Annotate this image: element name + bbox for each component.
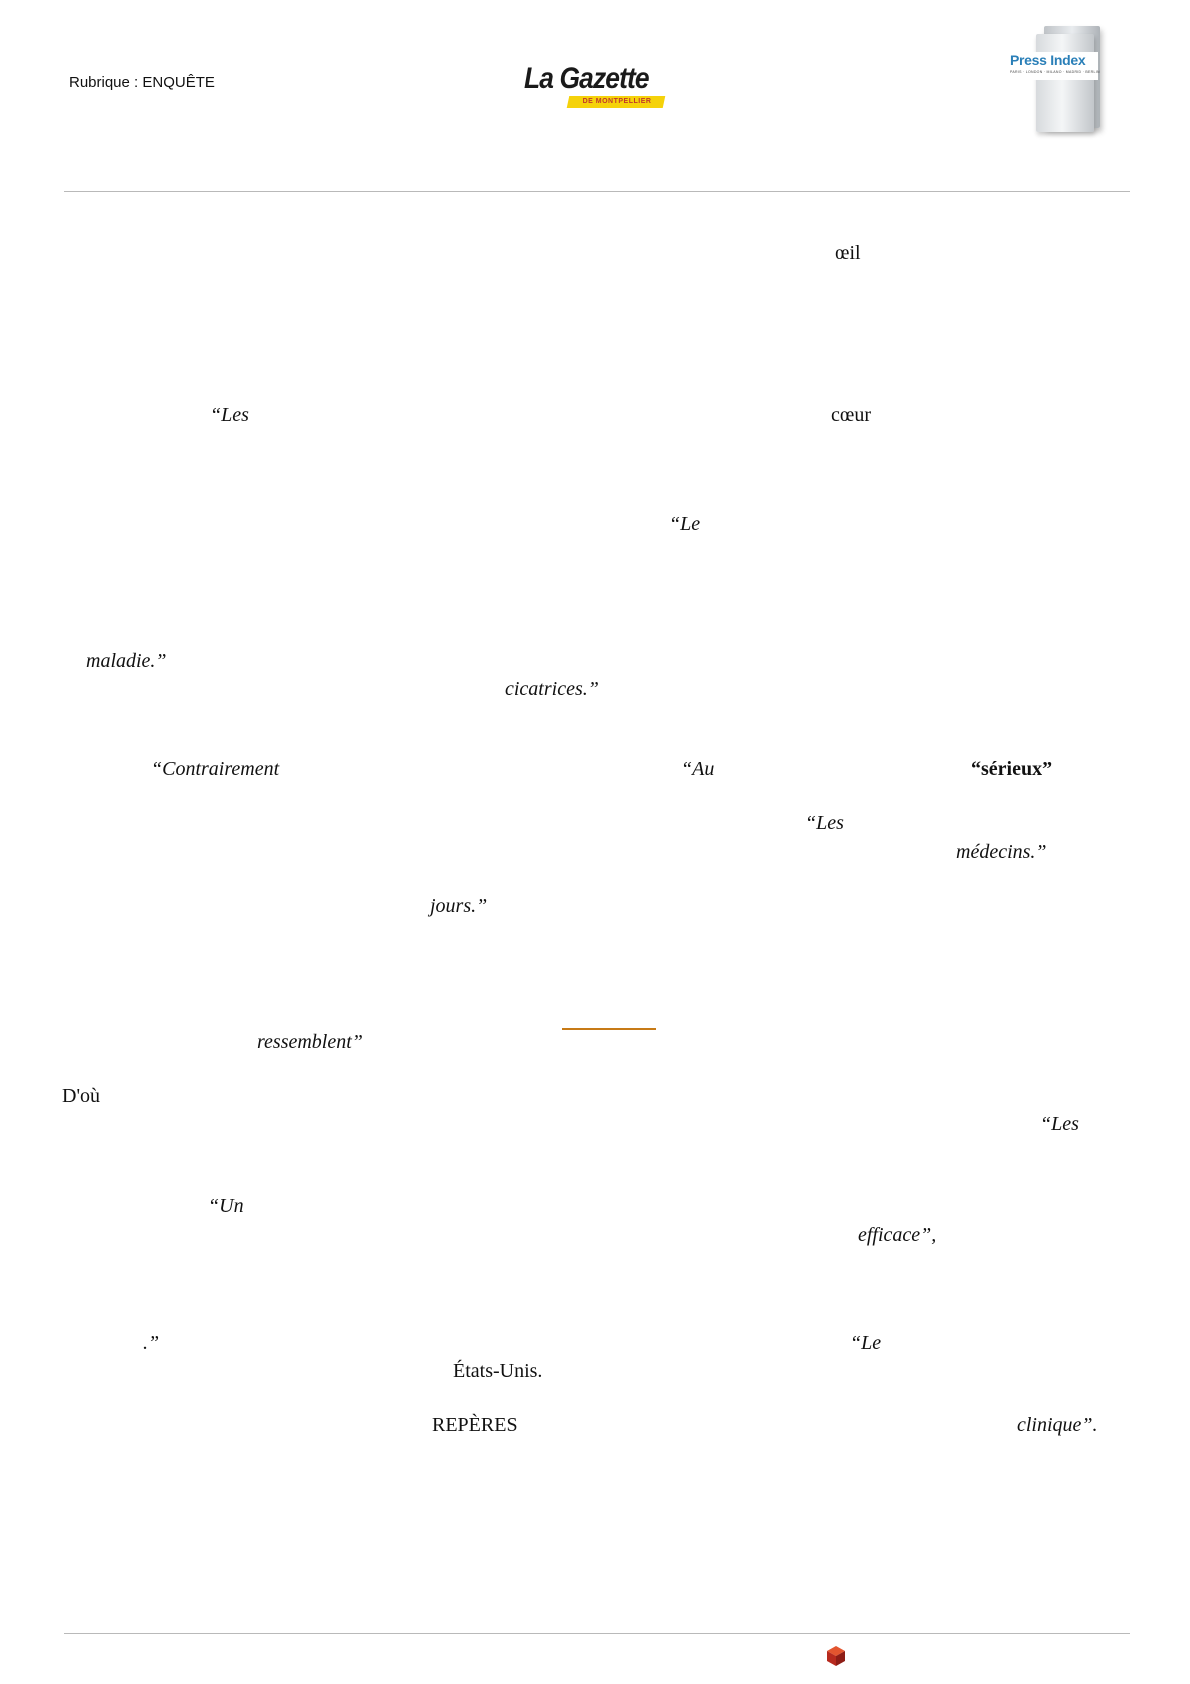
body-word: “Les — [1040, 1113, 1079, 1135]
body-word: “Contrairement — [151, 758, 280, 780]
body-word: médecins.” — [956, 841, 1047, 863]
body-word: REPÈRES — [432, 1414, 518, 1436]
body-word: “Un — [208, 1195, 244, 1217]
body-word: jours.” — [430, 895, 488, 917]
header-divider — [64, 191, 1130, 192]
masthead-subtitle: DE MONTPELLIER — [582, 98, 652, 105]
body-word: “Les — [805, 812, 844, 834]
body-word: D'où — [62, 1085, 101, 1107]
body-word: œil — [835, 242, 861, 264]
press-index-cities: PARIS · LONDON · MILANO · MADRID · BERLIN — [1010, 70, 1100, 74]
cube-logo-icon — [825, 1645, 847, 1667]
body-word: clinique”. — [1017, 1414, 1098, 1436]
body-word: “sérieux” — [971, 758, 1053, 780]
rubrique-label: Rubrique : ENQUÊTE — [69, 74, 215, 91]
press-index-book-front — [1036, 34, 1094, 132]
newspaper-masthead-logo — [520, 62, 670, 112]
body-word: .” — [143, 1332, 160, 1354]
body-word: cicatrices.” — [505, 678, 599, 700]
body-word: efficace”, — [858, 1224, 937, 1246]
press-index-logo — [1000, 24, 1110, 136]
body-word: ressemblent” — [257, 1031, 363, 1053]
press-index-brand: Press Index — [1010, 52, 1086, 68]
body-word: États-Unis. — [453, 1360, 543, 1382]
hyperlink-underline[interactable] — [562, 1028, 656, 1030]
body-word: “Le — [669, 513, 701, 535]
body-word: cœur — [831, 404, 871, 426]
body-word: maladie.” — [86, 650, 167, 672]
body-word: “Au — [681, 758, 715, 780]
masthead-title: La Gazette — [524, 62, 649, 95]
body-word: “Les — [210, 404, 249, 426]
body-word: “Le — [850, 1332, 882, 1354]
footer-divider — [64, 1633, 1130, 1634]
